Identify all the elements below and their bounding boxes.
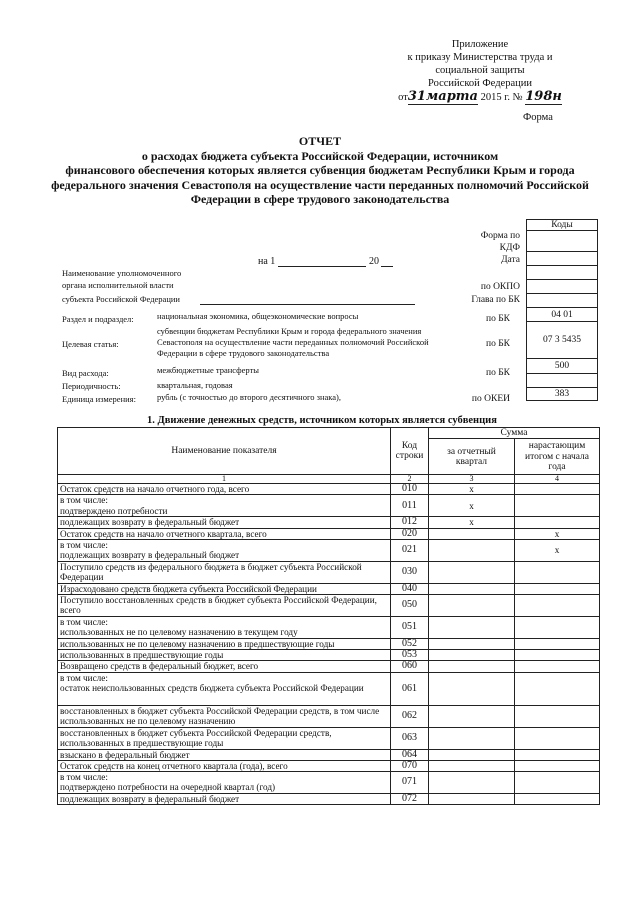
row-code: 040 [391, 583, 429, 594]
row-code: 053 [391, 650, 429, 661]
expense-label: Вид расхода: [62, 368, 109, 378]
row-period-value: x [429, 495, 515, 517]
row-code: 071 [391, 772, 429, 794]
appendix-line: к приказу Министерства труда и [407, 52, 553, 63]
row-code: 051 [391, 617, 429, 639]
row-name: Остаток средств на начало отчетного года, всего [58, 484, 391, 495]
row-cumulative-value [515, 760, 600, 771]
row-code: 060 [391, 661, 429, 672]
row-code: 030 [391, 561, 429, 583]
code-section: 04 01 [527, 308, 598, 322]
row-name: использованных в предшествующие годы [58, 650, 391, 661]
authority-line [200, 304, 415, 305]
year-line [381, 266, 393, 267]
order-date-line [380, 90, 580, 104]
code-okpo [527, 280, 598, 294]
kdf-label: КДФ [499, 243, 520, 253]
title-line: финансового обеспечения которых является субвенция бюджетам Республики Крым и города [65, 163, 575, 177]
row-period-value [429, 650, 515, 661]
appendix-line: Приложение [451, 39, 509, 50]
row-period-value [429, 749, 515, 760]
row-code: 063 [391, 727, 429, 749]
col-sum-header: Сумма [429, 428, 600, 439]
row-code: 011 [391, 495, 429, 517]
code-okud [527, 231, 598, 252]
row-name: в том числе: остаток неиспользованных средств бюджета субъекта Российской Федерации [58, 672, 391, 705]
row-name: восстановленных в бюджет субъекта Российской Федерации средств, в том числе использованных не по целевому назначению [58, 705, 391, 727]
period-value: квартальная, годовая [157, 380, 233, 390]
title-line: о расходах бюджета субъекта Российской Федерации, источником [141, 148, 499, 163]
table-row [58, 749, 600, 760]
row-name: взыскано в федеральный бюджет [58, 749, 391, 760]
section1-title: 1. Движение денежных средств, источником которых является субвенция [147, 415, 497, 426]
row-period-value [429, 772, 515, 794]
row-name: Израсходовано средств бюджета субъекта Российской Федерации [58, 583, 391, 594]
code-period [527, 374, 598, 388]
row-code: 012 [391, 517, 429, 528]
code-blank [527, 266, 598, 280]
expense-value: межбюджетные трансферты [157, 365, 259, 375]
order-number: 198н [525, 89, 562, 104]
row-period-value [429, 794, 515, 805]
code-unit: 383 [527, 388, 598, 401]
form-label: Форма [523, 112, 553, 123]
form-okud-label: Форма по [480, 231, 520, 241]
table-row [58, 705, 600, 727]
unit-value: рубль (с точностью до второго десятичного знака), [157, 392, 342, 402]
authority-label-3: субъекта Российской Федерации [62, 294, 180, 304]
report-title [40, 134, 600, 207]
row-period-value [429, 661, 515, 672]
row-code: 064 [391, 749, 429, 760]
code-expense: 500 [527, 359, 598, 374]
date-label: Дата [501, 255, 520, 265]
row-period-value [429, 617, 515, 639]
title-line: ОТЧЕТ [298, 134, 342, 148]
row-cumulative-value [515, 639, 600, 650]
row-code: 020 [391, 528, 429, 539]
row-name: подлежащих возврату в федеральный бюджет [58, 517, 391, 528]
row-cumulative-value [515, 484, 600, 495]
date-on-label: на 1 [258, 256, 276, 267]
date-year: 2015 г. № [480, 92, 523, 103]
row-code: 050 [391, 595, 429, 617]
code-glava [527, 294, 598, 308]
table-row [58, 727, 600, 749]
row-cumulative-value [515, 583, 600, 594]
row-name: в том числе: подтверждено потребности [58, 495, 391, 517]
col-num: 1 [58, 475, 391, 484]
row-name: Остаток средств на конец отчетного квартала (года), всего [58, 760, 391, 771]
row-cumulative-value [515, 617, 600, 639]
row-cumulative-value [515, 772, 600, 794]
col-num: 3 [429, 475, 515, 484]
row-name: Поступило средств из федерального бюджета в бюджет субъекта Российской Федерации [58, 561, 391, 583]
row-period-value [429, 561, 515, 583]
row-name: в том числе: использованных не по целевому назначению в текущем году [58, 617, 391, 639]
row-code: 021 [391, 539, 429, 561]
expense-code-label: по БК [485, 368, 510, 378]
table-row [58, 760, 600, 771]
row-cumulative-value [515, 749, 600, 760]
row-cumulative-value [515, 705, 600, 727]
table-row [58, 650, 600, 661]
table-row [58, 772, 600, 794]
col-num: 4 [515, 475, 600, 484]
row-code: 070 [391, 760, 429, 771]
table-row [58, 794, 600, 805]
row-name: в том числе: подлежащих возврату в федеральный бюджет [58, 539, 391, 561]
target-label: Целевая статья: [62, 339, 119, 349]
row-cumulative-value [515, 595, 600, 617]
table-row [58, 561, 600, 583]
table-row [58, 661, 600, 672]
row-period-value [429, 639, 515, 650]
row-period-value: x [429, 517, 515, 528]
row-code: 010 [391, 484, 429, 495]
col-code-header: Код строки [391, 428, 429, 475]
okpo-label: по ОКПО [480, 282, 520, 292]
row-code: 052 [391, 639, 429, 650]
date-day: 31 [407, 89, 426, 104]
title-line: Федерации в сфере трудового законодательства [190, 192, 450, 206]
row-cumulative-value [515, 672, 600, 705]
unit-label: Единица измерения: [62, 394, 136, 404]
row-name: в том числе: подтверждено потребности на очередной квартал (год) [58, 772, 391, 794]
table-row [58, 484, 600, 495]
period-label: Периодичность: [62, 381, 121, 391]
date-prefix: от [398, 92, 408, 103]
row-code: 072 [391, 794, 429, 805]
col-num: 2 [391, 475, 429, 484]
section-label: Раздел и подраздел: [62, 314, 134, 324]
table-row [58, 528, 600, 539]
codes-box [526, 219, 598, 401]
glava-label: Глава по БК [471, 295, 520, 305]
row-cumulative-value [515, 650, 600, 661]
code-date [527, 252, 598, 266]
row-period-value [429, 595, 515, 617]
row-cumulative-value [515, 727, 600, 749]
codes-header: Коды [527, 220, 598, 231]
col-cumulative-header: нарастающим итогом с начала года [515, 439, 600, 475]
col-name-header: Наименование показателя [58, 428, 391, 475]
row-period-value [429, 583, 515, 594]
target-value-1: субвенции бюджетам Республики Крым и города федерального значения [157, 326, 422, 336]
target-value-2: Севастополя на осуществление части переданных полномочий Российской [157, 337, 429, 347]
code-target: 07 3 5435 [527, 322, 598, 359]
row-cumulative-value [515, 794, 600, 805]
section-value: национальная экономика, общеэкономические вопросы [157, 311, 359, 321]
col-period-header: за отчетный квартал [429, 439, 515, 475]
appendix-line: Российской Федерации [428, 78, 532, 89]
target-value-3: Федерации в сфере трудового законодательства [157, 348, 330, 358]
table-row [58, 617, 600, 639]
unit-code-label: по ОКЕИ [471, 394, 510, 404]
title-line: федерального значения Севастополя на осуществление части переданных полномочий Российской [51, 177, 589, 192]
row-name: восстановленных в бюджет субъекта Российской Федерации средств, использованных в предшествующие годы [58, 727, 391, 749]
table-row [58, 595, 600, 617]
row-name: подлежащих возврату в федеральный бюджет [58, 794, 391, 805]
row-code: 061 [391, 672, 429, 705]
authority-label-2: органа исполнительной власти [62, 280, 174, 290]
row-name: Остаток средств на начало отчетного квартала, всего [58, 528, 391, 539]
row-period-value [429, 539, 515, 561]
row-period-value [429, 705, 515, 727]
appendix-block [380, 38, 580, 104]
date-on-line [278, 266, 366, 267]
date-month: марта [425, 89, 478, 104]
row-cumulative-value: x [515, 528, 600, 539]
row-cumulative-value [515, 661, 600, 672]
row-name: Возвращено средств в федеральный бюджет, всего [58, 661, 391, 672]
row-cumulative-value [515, 561, 600, 583]
table-row [58, 583, 600, 594]
row-code: 062 [391, 705, 429, 727]
year-label: 20 [369, 256, 379, 267]
table-row [58, 539, 600, 561]
row-period-value [429, 672, 515, 705]
row-period-value: x [429, 484, 515, 495]
target-code-label: по БК [485, 339, 510, 349]
authority-label-1: Наименование уполномоченного [62, 268, 182, 278]
row-period-value [429, 727, 515, 749]
section-code-label: по БК [485, 314, 510, 324]
table-row [58, 672, 600, 705]
row-cumulative-value [515, 517, 600, 528]
appendix-line: социальной защиты [435, 65, 525, 76]
table-row [58, 495, 600, 517]
row-period-value [429, 528, 515, 539]
table-row [58, 639, 600, 650]
row-cumulative-value: x [515, 539, 600, 561]
row-cumulative-value [515, 495, 600, 517]
row-name: использованных не по целевому назначению в предшествующие годы [58, 639, 391, 650]
row-period-value [429, 760, 515, 771]
table-row [58, 517, 600, 528]
cash-flow-table [57, 427, 600, 805]
row-name: Поступило восстановленных средств в бюджет субъекта Российской Федерации, всего [58, 595, 391, 617]
